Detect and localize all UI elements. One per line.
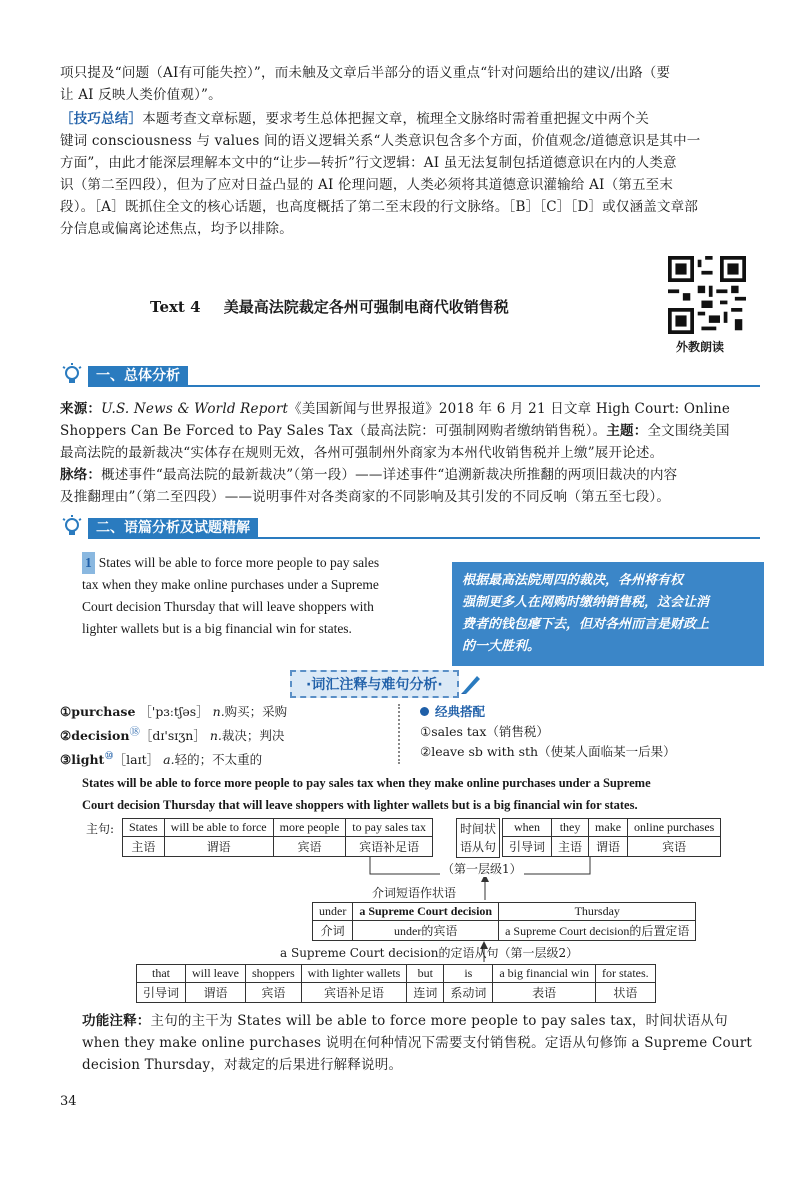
- vocab-list: [60, 702, 390, 770]
- bullet-icon: [420, 707, 429, 716]
- vocab-item: ②decision⑱［dɪ'sɪʒn］ n.裁决；判决: [60, 726, 285, 744]
- text4-heading: Text 4 美最高法院裁定各州可强制电商代收销售税: [150, 298, 509, 316]
- time-clause-label: 时间状 语从句: [456, 818, 500, 858]
- tip-label: ［技巧总结］: [60, 111, 143, 127]
- section-title: 一、总体分析: [88, 366, 188, 386]
- level-2-label: a Supreme Court decision的定语从句（第一层级2）: [280, 946, 579, 960]
- difficult-sentence: States will be able to force more people to pay sales tax when they make online purchases under a Supreme Court decision Thursday that will leave shoppers with lighter wallets but is a big financial win for states.: [82, 776, 651, 812]
- paragraph-1: 1 States will be able to force more people to pay sales tax when they make online purchases under a Supreme Court decision Thursday that will leave shoppers with lighter wallets but is a big financial win for states.: [82, 552, 442, 640]
- function-note: 功能注释：主句的主干为 States will be able to force more people to pay sales tax，时间状语从句 when they make online purchases 说明在何种情况下需要支付销售税。定语从句修饰 a Supreme Court decision Thursday，对裁定的后果进行解释说明。: [82, 1013, 752, 1073]
- page-number: 34: [60, 1094, 77, 1109]
- main-clause-table: States will be able to force more people to pay sales tax 主语 谓语 宾语 宾语补足语: [122, 818, 433, 857]
- level-1-label: （第一层级1）: [442, 862, 522, 876]
- top-paragraph: 项只提及“问题（AI有可能失控）”，而未触及文章后半部分的语义重点“针对问题给出的建议/出路（要 让 AI 反映人类价值观）”。: [60, 65, 671, 103]
- section-title: 二、语篇分析及试题精解: [88, 518, 258, 538]
- relative-clause-table: that will leave shoppers with lighter wallets but is a big financial win for states. 引导词 谓语 宾语 宾语补足语 连词 系动词 表语 状语: [136, 964, 656, 1003]
- tip-summary: ［技巧总结］本题考查文章标题，要求考生总体把握文章，梳理全文脉络时需着重把握文中两个关 键词 consciousness 与 values 间的语义逻辑关系“人类意识包含多个方面，价值观念/道德意识是其中一 方面”，由此才能深层理解本文中的“让步—转折”行文逻辑：AI 虽无法复制包括道德意识在内的人类意 识（第二至四段），但为了应对日益凸显的 AI 伦理问题，人类必须将其道德意识灌输给 AI（第五至末 段）。［A］既抓住全文的核心话题，也高度概括了第二至末段的行文脉络。［B］［C］［D］或仅涵盖文章部 分信息或偏离论述焦点，均予以排除。: [60, 111, 701, 237]
- paragraph-number: 1: [82, 552, 95, 574]
- source-block: 来源：U.S. News & World Report《美国新闻与世界报道》2018 年 6 月 21 日文章 High Court: Online Shoppers Can Be Forced to Pay Sales Tax（最高法院：可强制网购者缴纳销售税）。主题：全文围绕美国 最高法院的最新裁决“实体存在规则无效，各州可强制州外商家为本州代收销售税并上缴”展开论述。 脉络：概述事件“最高法院的最新裁决”（第一段）——详述事件“追溯新裁决所推翻的两项旧裁决的内容 及推翻理由”（第二至四段）——说明事件对各类商家的不同影响及其引发的不同反响（第五至七段）。: [60, 401, 731, 505]
- prep-phrase-table: under a Supreme Court decision Thursday 介词 under的宾语 a Supreme Court decision的后置定语: [312, 902, 696, 941]
- pen-icon: [459, 672, 483, 696]
- qr-caption: 外教朗读: [676, 340, 725, 354]
- vocab-divider: [398, 704, 402, 764]
- lightbulb-icon: [60, 362, 84, 386]
- prep-phrase-note: 介词短语作状语: [372, 886, 457, 900]
- paragraph-1-translation: 根据最高法院周四的裁决，各州将有权 强制更多人在网购时缴纳销售税，这会让消 费者的钱包瘪下去，但对各州而言是财政上 的一大胜利。: [452, 562, 764, 666]
- vocab-item: ①purchase ［'pɜːtʃəs］ n.购买；采购: [60, 704, 288, 719]
- section-header-analysis: [60, 514, 760, 540]
- time-clause-table: when they make online purchases 引导词 主语 谓语 宾语: [502, 818, 721, 857]
- vocab-item: ③light⑩［laɪt］ a.轻的；不太重的: [60, 750, 263, 768]
- main-clause-label: 主句:: [86, 822, 115, 836]
- lightbulb-icon: [60, 514, 84, 538]
- vocab-section-title: ·词汇注释与难句分析·: [290, 670, 483, 698]
- section-header-overview: [60, 362, 760, 388]
- collocation-list: 经典搭配 ①sales tax（销售税） ②leave sb with sth（使某人面临某一后果）: [420, 704, 676, 759]
- qr-code-icon[interactable]: [668, 256, 746, 334]
